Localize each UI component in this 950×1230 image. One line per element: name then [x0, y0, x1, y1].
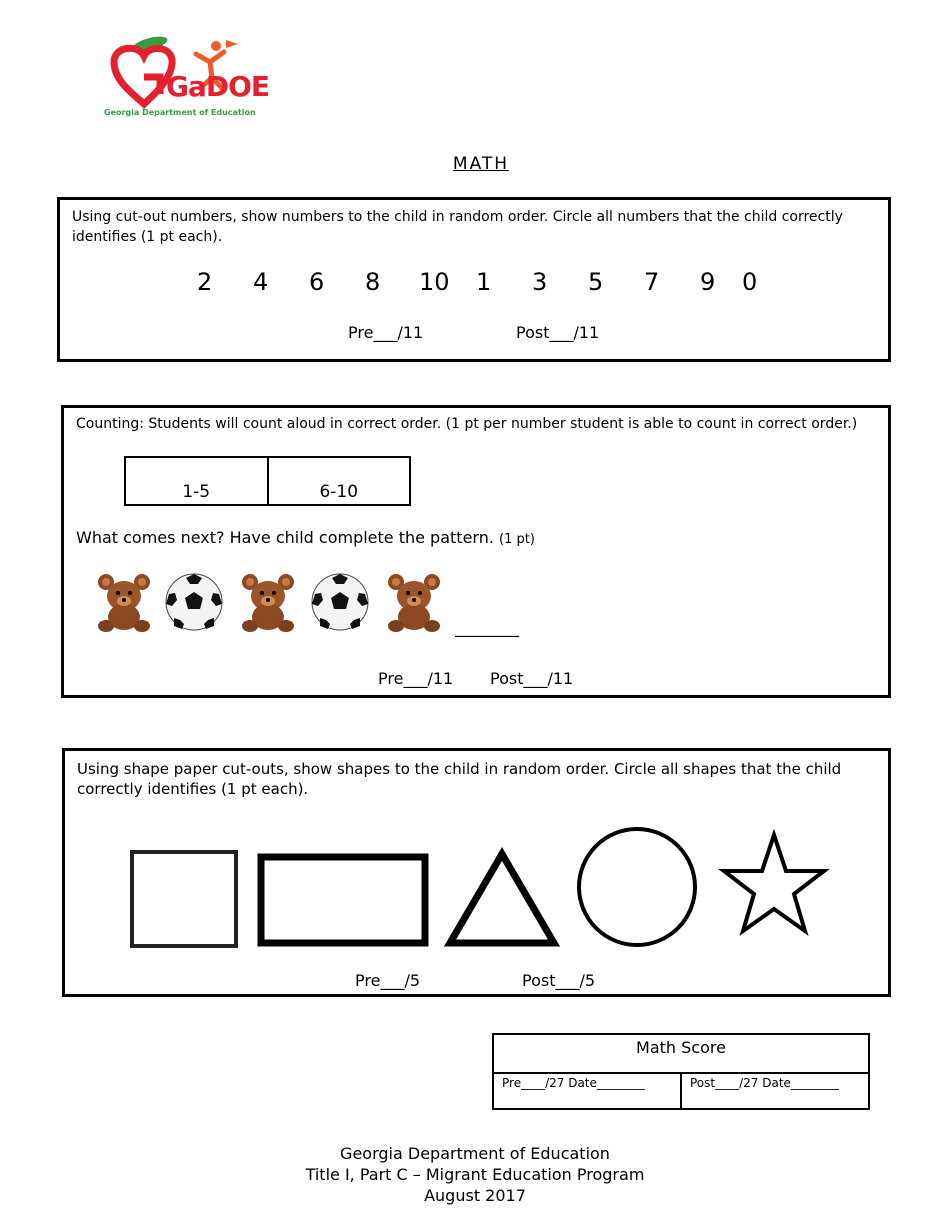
soccer-ball-icon [310, 572, 370, 632]
range-cell: 6-10 [267, 458, 410, 504]
shapes-section [62, 748, 891, 997]
footer-line-2: Title I, Part C – Migrant Education Program [305, 1165, 645, 1184]
math-score-title: Math Score [494, 1035, 868, 1074]
numbers-instruction: Using cut-out numbers, show numbers to the child in random order. Circle all numbers that the child correctly identifies (1 pt each). [72, 209, 843, 245]
counting-instruction: Counting: Students will count aloud in correct order. (1 pt per number student is able to count in correct order.) [76, 416, 858, 432]
shapes-row [65, 821, 888, 961]
pattern-prompt-text: What comes next? Have child complete the pattern. [76, 528, 494, 547]
number-item[interactable]: 3 [532, 268, 548, 296]
range-cell: 1-5 [182, 482, 211, 502]
teddy-bear-icon [238, 572, 298, 632]
math-score-pre[interactable]: Pre____/27 Date________ [502, 1076, 645, 1090]
footer [0, 1143, 950, 1206]
number-item[interactable]: 8 [365, 268, 381, 296]
number-item[interactable]: 2 [197, 268, 213, 296]
number-item[interactable]: 5 [588, 268, 604, 296]
number-item[interactable]: 6 [309, 268, 325, 296]
pattern-prompt [76, 528, 535, 547]
counting-post-score: Post___/11 [490, 669, 574, 688]
triangle-shape[interactable] [450, 854, 554, 943]
square-shape[interactable] [132, 852, 236, 946]
math-score-post[interactable]: Post____/27 Date________ [680, 1074, 868, 1110]
teddy-bear-icon [94, 572, 154, 632]
pattern-answer-blank[interactable]: ________ [455, 618, 519, 637]
numbers-section [57, 197, 891, 362]
numbers-post-score: Post___/11 [516, 323, 600, 342]
counting-pre-score: Pre___/11 [378, 669, 454, 688]
number-item[interactable]: 7 [644, 268, 660, 296]
number-item[interactable]: 0 [742, 268, 758, 296]
shapes-instruction: Using shape paper cut-outs, show shapes to the child in random order. Circle all shapes that the child correctly identifies (1 pt each). [77, 760, 842, 798]
logo-tagline: Georgia Department of Education [104, 108, 256, 117]
circle-shape[interactable] [579, 829, 695, 945]
math-score-table [492, 1033, 870, 1110]
number-item[interactable]: 1 [476, 268, 492, 296]
number-item[interactable]: 10 [419, 268, 450, 296]
counting-ranges-table [124, 456, 411, 506]
numbers-row [60, 268, 888, 300]
page-title: MATH [452, 154, 510, 174]
numbers-pre-score: Pre___/11 [348, 323, 424, 342]
footer-line-3: August 2017 [424, 1186, 526, 1205]
shapes-pre-score: Pre___/5 [355, 971, 421, 990]
shapes-post-score: Post___/5 [522, 971, 596, 990]
rectangle-shape[interactable] [261, 857, 425, 943]
logo-wordmark: GaDOE [166, 70, 270, 103]
counting-section [61, 405, 891, 698]
pattern-points: (1 pt) [499, 532, 535, 547]
footer-line-1: Georgia Department of Education [340, 1144, 610, 1163]
number-item[interactable]: 9 [700, 268, 716, 296]
star-shape[interactable] [724, 835, 824, 931]
gadoe-logo [100, 32, 280, 122]
number-item[interactable]: 4 [253, 268, 269, 296]
teddy-bear-icon [384, 572, 444, 632]
soccer-ball-icon [164, 572, 224, 632]
